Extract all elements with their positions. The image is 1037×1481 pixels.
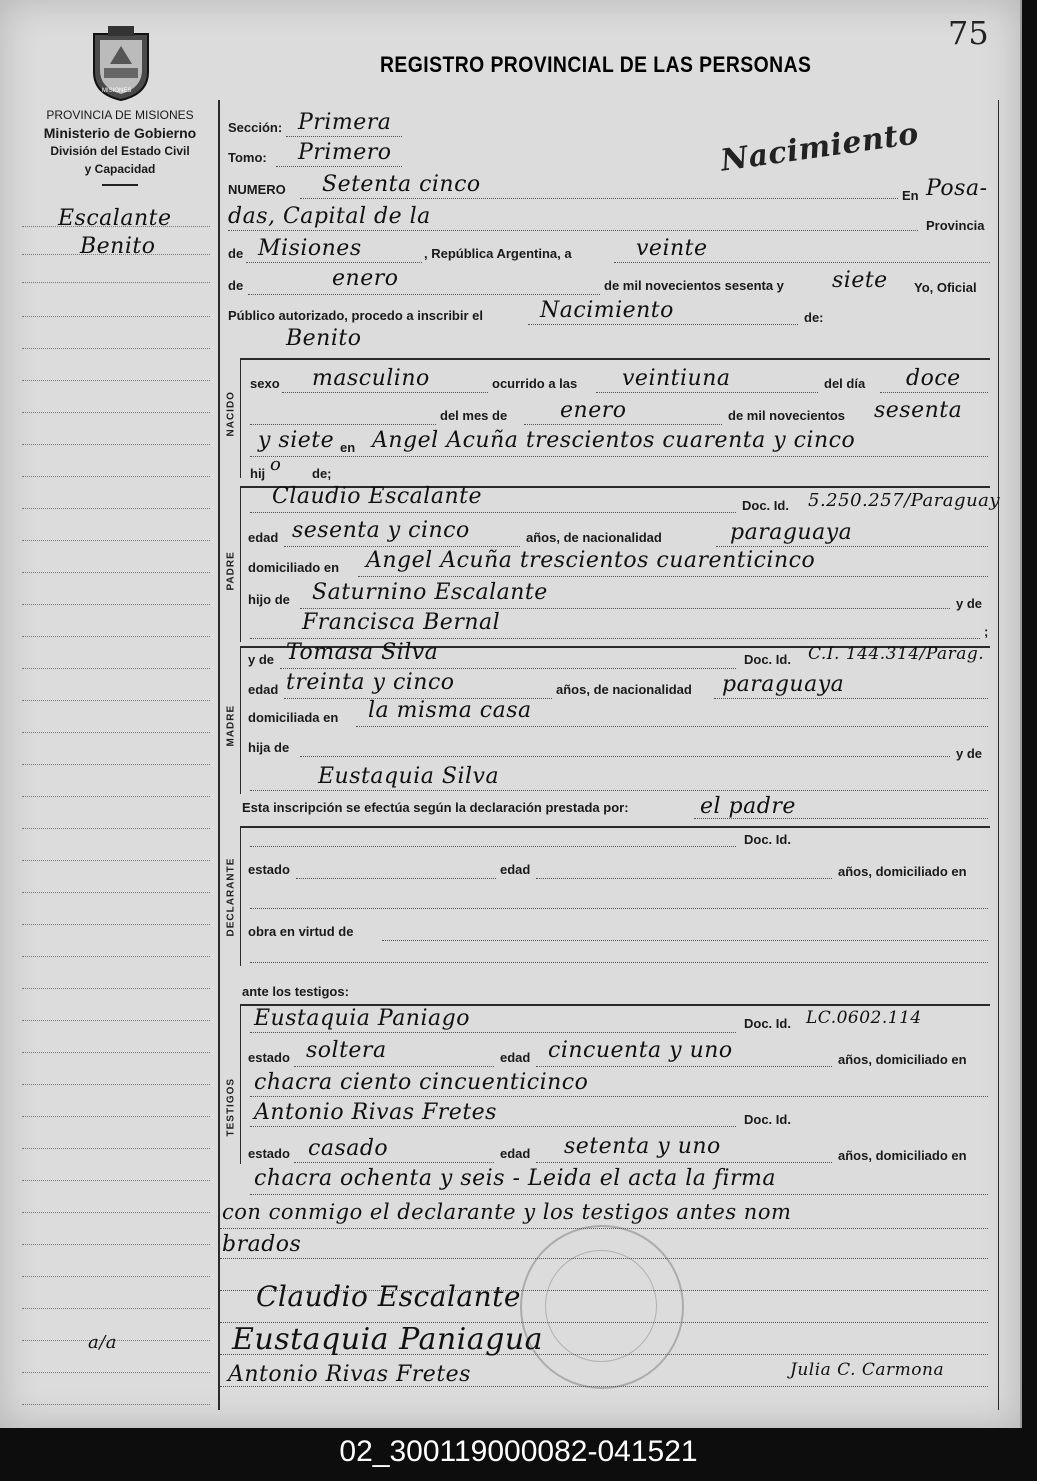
madre-nac-value: paraguaya: [722, 672, 845, 697]
republica-label: , República Argentina, a: [424, 246, 572, 261]
padre-semicolon: ;: [984, 624, 989, 639]
right-border: [998, 100, 999, 1410]
anio-nacimiento-value2: y siete: [258, 428, 335, 453]
hora-value: veintiuna: [622, 366, 731, 391]
mil-label: de mil novecientos sesenta y: [604, 278, 784, 293]
main-left-border: [218, 100, 220, 1410]
mes-nacimiento-value: enero: [560, 398, 627, 423]
agency-capacity: y Capacidad: [84, 162, 156, 176]
anio-value: siete: [832, 268, 888, 293]
declarante-estado-label: estado: [248, 862, 290, 877]
agency-ministry: Ministerio de Gobierno: [43, 125, 197, 141]
closing-line-1: con conmigo el declarante y los testigos antes nom: [222, 1200, 792, 1224]
madre-hija-de-label: hija de: [248, 740, 290, 755]
de-label: de: [228, 246, 244, 261]
margin-note: a/a: [88, 1332, 118, 1353]
sexo-value: masculino: [312, 366, 430, 391]
declarante-intro-value: el padre: [700, 794, 796, 819]
signature-declarante: Claudio Escalante: [256, 1280, 521, 1313]
ocurrido-label: ocurrido a las: [492, 376, 578, 391]
testigo1-estado-value: soltera: [306, 1038, 387, 1063]
margin-firstname: Benito: [80, 234, 156, 259]
mes-value: enero: [332, 266, 399, 291]
page-number: 75: [948, 14, 989, 52]
padre-hijo-de-label: hijo de: [248, 592, 290, 607]
tomo-value: Primero: [298, 140, 392, 165]
padre-edad-value: sesenta y cinco: [292, 518, 470, 543]
signature-testigo2: Antonio Rivas Fretes: [228, 1362, 471, 1387]
declarante-dom-label: años, domiciliado en: [838, 864, 967, 879]
en-value: Posa-: [926, 176, 988, 201]
declarante-intro-label: Esta inscripción se efectúa según la declaración prestada por:: [242, 800, 629, 815]
madre-nac-label: años, de nacionalidad: [556, 682, 692, 697]
document-title: REGISTRO PROVINCIAL DE LAS PERSONAS: [380, 52, 812, 77]
padre-doc-label: Doc. Id.: [742, 498, 789, 513]
testigos-section-label: TESTIGOS: [225, 1077, 237, 1137]
anio-nacimiento-value1: sesenta: [874, 398, 963, 423]
madre-madre-de: Eustaquia Silva: [318, 764, 500, 789]
testigo2-dom-label: años, domiciliado en: [838, 1148, 967, 1163]
publico-label: Público autorizado, procedo a inscribir el: [228, 308, 483, 323]
padre-edad-label: edad: [248, 530, 279, 545]
seccion-value: Primera: [298, 110, 392, 135]
en-label: En: [902, 188, 919, 203]
sexo-label: sexo: [250, 376, 280, 391]
de-semicolon: de;: [312, 466, 332, 481]
closing-line-2: brados: [222, 1232, 302, 1257]
dia-nacimiento-value: doce: [906, 366, 961, 391]
madre-nombre: Tomasa Silva: [286, 640, 439, 665]
mil-nacimiento-label: de mil novecientos: [728, 408, 846, 423]
margin-ruled-lines: [22, 0, 212, 1428]
oficial-label: Yo, Oficial: [914, 280, 977, 295]
testigo1-edad-label: edad: [500, 1050, 531, 1065]
padre-doc-value: 5.250.257/Paraguay: [808, 490, 1001, 511]
madre-doc-value: C.I. 144.314/Parag.: [808, 644, 985, 664]
numero-value: Setenta cinco: [322, 172, 481, 197]
testigo1-dom-label: años, domiciliado en: [838, 1052, 967, 1067]
hij-suffix: o: [270, 454, 282, 475]
madre-edad-value: treinta y cinco: [286, 670, 455, 695]
testigo2-nombre: Antonio Rivas Fretes: [254, 1100, 497, 1125]
madre-doc-label: Doc. Id.: [744, 652, 791, 667]
acta-value: Nacimiento: [540, 298, 674, 323]
margin-surname: Escalante: [58, 206, 172, 231]
nacido-section-label: NACIDO: [225, 391, 237, 437]
padre-madre-de: Francisca Bernal: [302, 610, 501, 635]
nacido-nombre: Benito: [286, 326, 362, 351]
testigo1-doc-value: LC.0602.114: [806, 1008, 922, 1028]
madre-dom-label: domiciliada en: [248, 710, 339, 725]
testigo2-edad-value: setenta y uno: [564, 1134, 721, 1159]
declarante-edad-label: edad: [500, 862, 531, 877]
declarante-obra-label: obra en virtud de: [248, 924, 354, 939]
signature-official: Julia C. Carmona: [790, 1360, 945, 1380]
padre-dom-value: Angel Acuña trescientos cuarenticinco: [366, 548, 816, 573]
declarante-section-label: DECLARANTE: [225, 857, 237, 937]
footer-code: 02_300119000082-041521: [0, 1428, 1037, 1481]
padre-padre-de: Saturnino Escalante: [312, 580, 548, 605]
testigo2-estado-label: estado: [248, 1146, 290, 1161]
madre-section-label: MADRE: [225, 704, 237, 747]
padre-y-de-label: y de: [956, 596, 983, 611]
testigo1-doc-label: Doc. Id.: [744, 1016, 791, 1031]
testigo2-edad-label: edad: [500, 1146, 531, 1161]
madre-y-de-label: y de: [248, 652, 275, 667]
testigo1-dom-value: chacra ciento cincuenticinco: [254, 1070, 589, 1095]
testigo1-edad-value: cincuenta y uno: [548, 1038, 733, 1063]
testigo1-estado-label: estado: [248, 1050, 290, 1065]
hij-label: hij: [250, 466, 266, 481]
madre-y-de-label-2: y de: [956, 746, 983, 761]
padre-nac-value: paraguaya: [730, 520, 853, 545]
agency-province: PROVINCIA DE MISIONES: [46, 108, 194, 122]
en-nacimiento-label: en: [340, 440, 356, 455]
provincia-value: Misiones: [258, 236, 362, 261]
seccion-label: Sección:: [228, 120, 283, 135]
padre-dom-label: domiciliado en: [248, 560, 340, 575]
padre-section-label: PADRE: [225, 551, 237, 591]
padre-nombre: Claudio Escalante: [272, 484, 482, 509]
testigo2-estado-value: casado: [308, 1136, 389, 1161]
lugar-nacimiento-value: Angel Acuña trescientos cuarenta y cinco: [372, 428, 856, 453]
madre-dom-value: la misma casa: [368, 698, 532, 723]
official-signature: Nacimiento: [718, 116, 921, 179]
place-line: das, Capital de la: [228, 204, 431, 229]
declarante-doc-label: Doc. Id.: [744, 832, 791, 847]
tomo-label: Tomo:: [228, 150, 267, 165]
de-label-2: de: [228, 278, 244, 293]
madre-edad-label: edad: [248, 682, 279, 697]
agency-division: División del Estado Civil: [50, 144, 190, 158]
testigos-intro-label: ante los testigos:: [242, 984, 349, 999]
numero-label: NUMERO: [228, 182, 286, 197]
testigo2-dom-value: chacra ochenta y seis - Leida el acta la firma: [254, 1166, 777, 1191]
de-colon: de:: [804, 310, 824, 325]
seal-label: MISIONES: [102, 88, 132, 94]
padre-nac-label: años, de nacionalidad: [526, 530, 662, 545]
testigo1-nombre: Eustaquia Paniago: [254, 1006, 470, 1031]
provincia-label: Provincia: [926, 218, 985, 233]
official-stamp-inner: [545, 1250, 657, 1362]
dia-value: veinte: [636, 236, 708, 261]
mes-nacimiento-label: del mes de: [440, 408, 508, 423]
del-dia-label: del día: [824, 376, 866, 391]
signature-testigo1: Eustaquia Paniagua: [232, 1322, 544, 1357]
testigo2-doc-label: Doc. Id.: [744, 1112, 791, 1127]
